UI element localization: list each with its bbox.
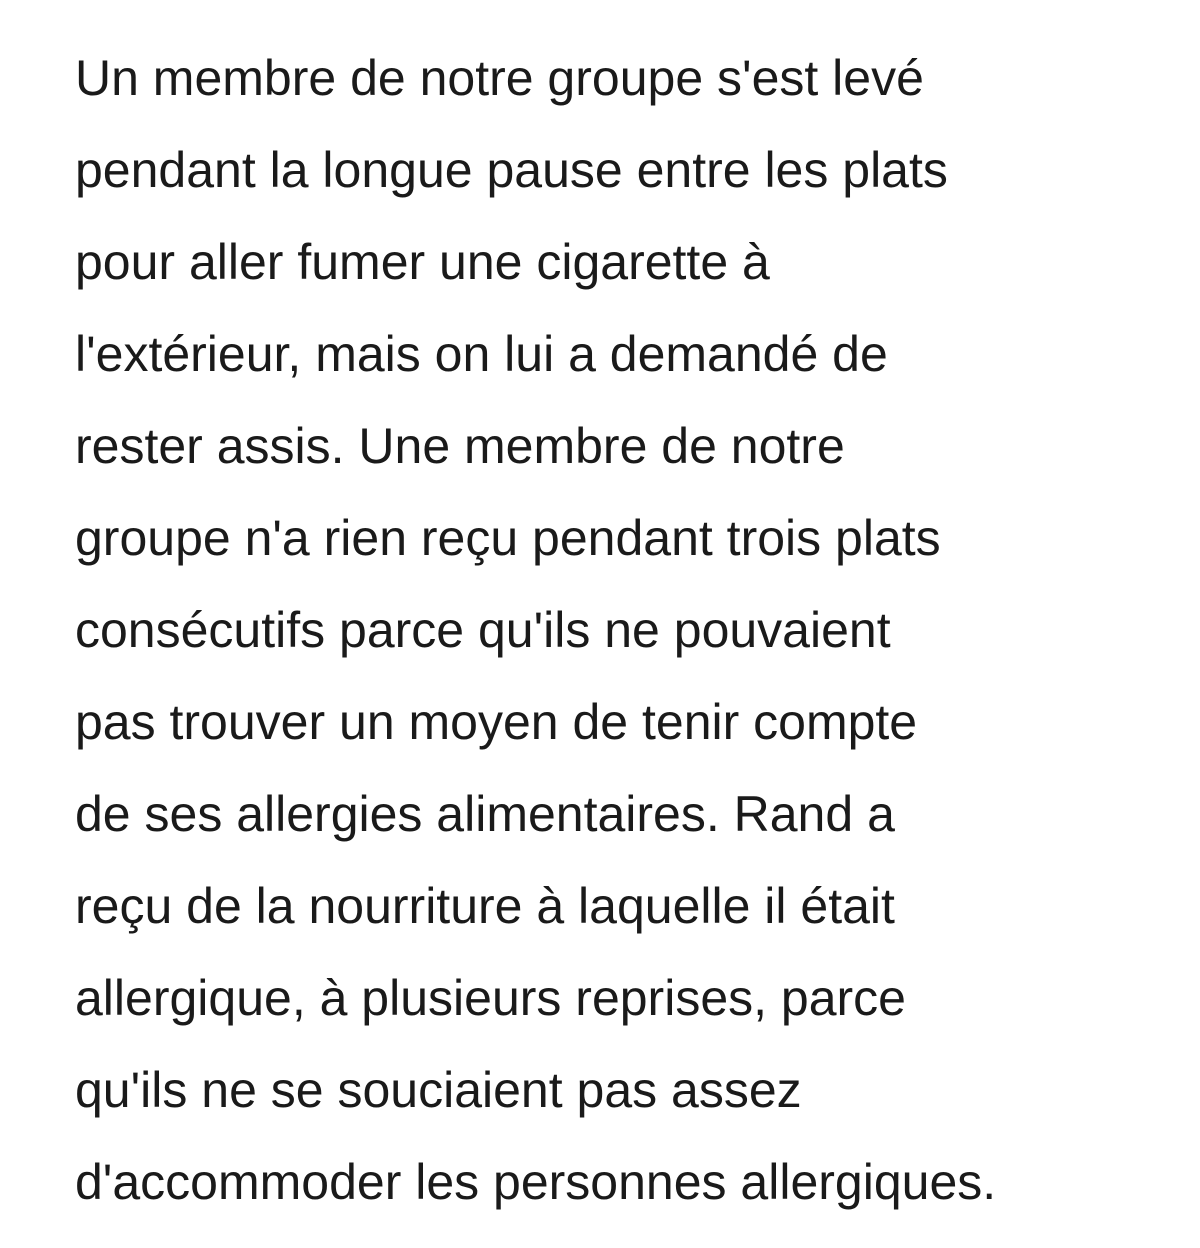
text-line: consécutifs parce qu'ils ne pouvaient [75,602,891,658]
text-line: pas trouver un moyen de tenir compte [75,694,918,750]
text-line: d'accommoder les personnes allergiques. [75,1154,997,1210]
body-paragraph [75,32,1175,1228]
text-line: rester assis. Une membre de notre [75,418,845,474]
text-line: allergique, à plusieurs reprises, parce [75,970,906,1026]
text-line: qu'ils ne se souciaient pas assez [75,1062,802,1118]
text-line: l'extérieur, mais on lui a demandé de [75,326,888,382]
text-line: reçu de la nourriture à laquelle il était [75,878,895,934]
text-line: groupe n'a rien reçu pendant trois plats [75,510,941,566]
text-line: pendant la longue pause entre les plats [75,142,948,198]
text-line: de ses allergies alimentaires. Rand a [75,786,895,842]
text-line: pour aller fumer une cigarette à [75,234,770,290]
text-line: Un membre de notre groupe s'est levé [75,50,924,106]
